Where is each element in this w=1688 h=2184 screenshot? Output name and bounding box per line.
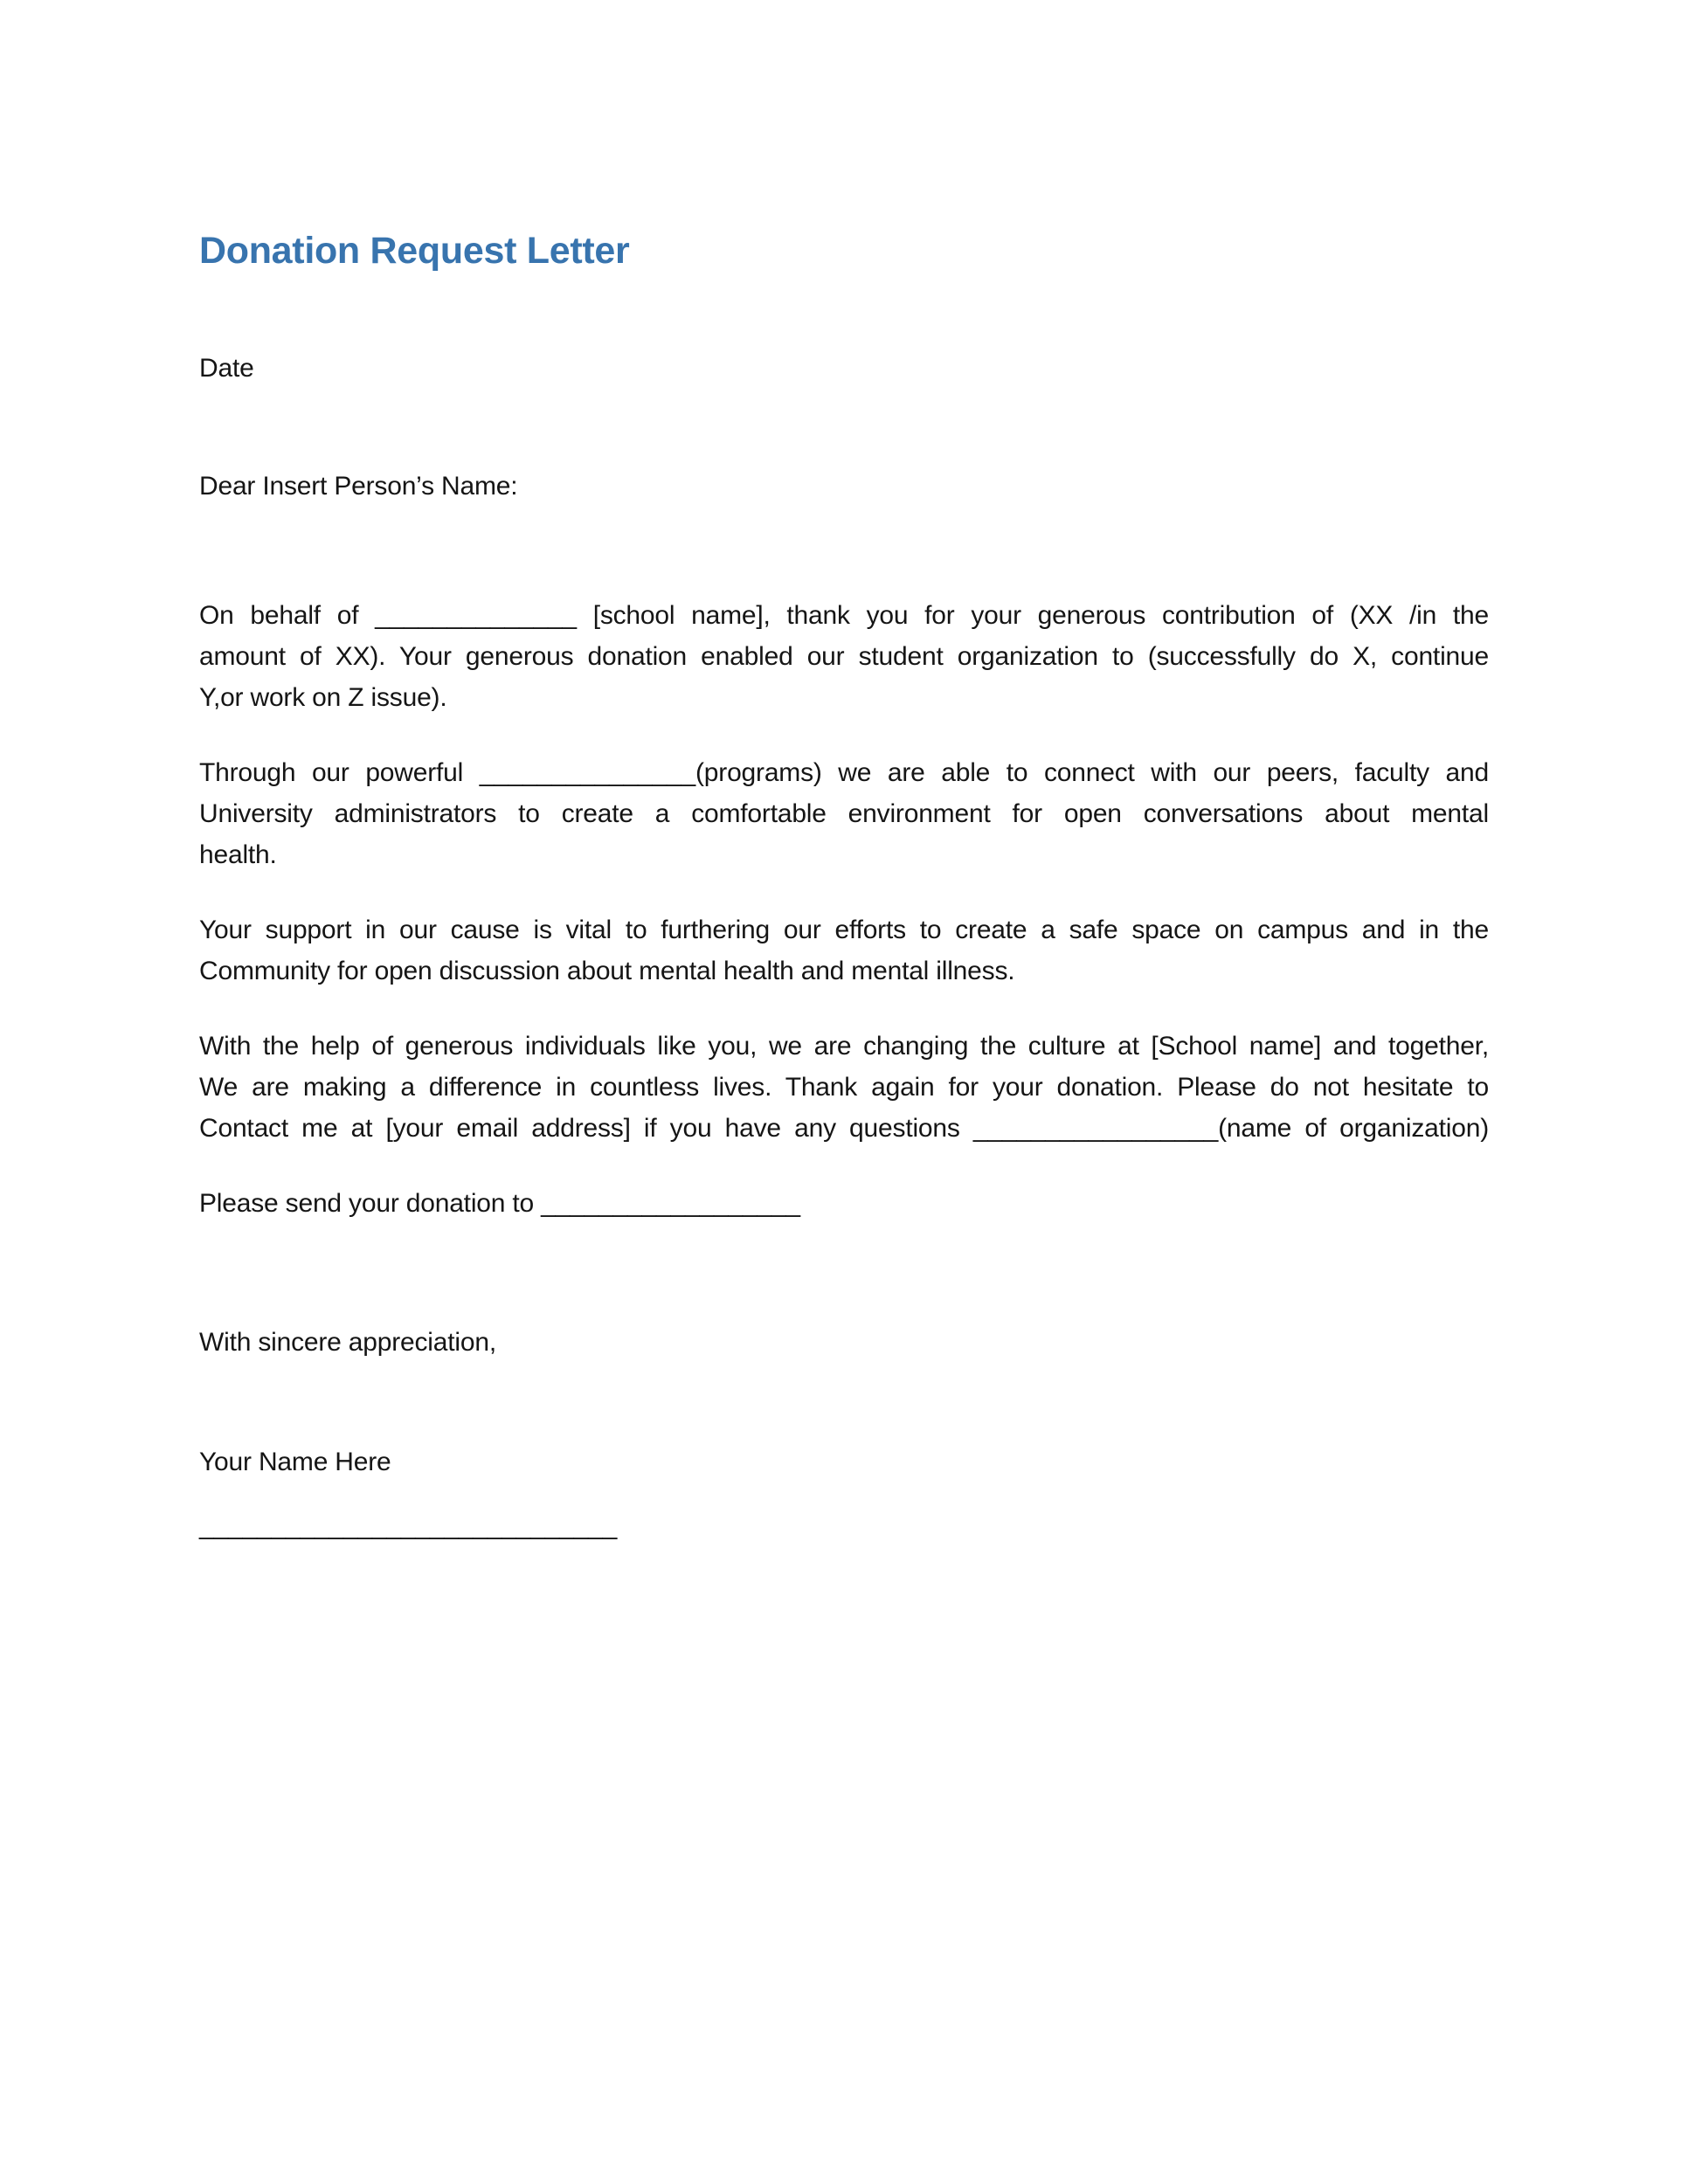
paragraph-line: We are making a difference in countless lives. Thank again for your donation. Please do not hesitate to — [199, 1073, 1489, 1102]
paragraph-line: health. — [199, 840, 277, 869]
date-line: Date — [199, 354, 254, 383]
salutation: Dear Insert Person’s Name: — [199, 472, 518, 501]
paragraph-thank-you — [199, 595, 1489, 718]
signature-name: Your Name Here — [199, 1448, 391, 1476]
paragraph-culture — [199, 1026, 1489, 1149]
paragraph-line: Contact me at [your email address] if you have any questions _________________(name of organization) — [199, 1114, 1489, 1143]
paragraph-line: With the help of generous individuals like you, we are changing the culture at [School name] and together, — [199, 1032, 1489, 1061]
paragraph-line: On behalf of ______________ [school name], thank you for your generous contribution of (XX /in the — [199, 601, 1489, 630]
paragraph-support — [199, 909, 1489, 992]
paragraph-line: Community for open discussion about mental health and mental illness. — [199, 957, 1015, 985]
paragraph-line: Your support in our cause is vital to furthering our efforts to create a safe space on campus and in the — [199, 916, 1489, 944]
letter-content — [199, 228, 1489, 1546]
donation-instruction-line: Please send your donation to __________________ — [199, 1189, 800, 1218]
paragraph-programs — [199, 752, 1489, 875]
paragraph-line: Through our powerful _______________(programs) we are able to connect with our peers, faculty and — [199, 758, 1489, 787]
paragraph-line: amount of XX). Your generous donation enabled our student organization to (successfully do X, continue — [199, 642, 1489, 671]
paragraph-line: Y,or work on Z issue). — [199, 683, 447, 712]
closing-line: With sincere appreciation, — [199, 1328, 496, 1357]
paragraph-line: University administrators to create a comfortable environment for open conversations about mental — [199, 799, 1489, 828]
document-title: Donation Request Letter — [199, 230, 630, 272]
signature-blank-line: _____________________________ — [199, 1511, 618, 1540]
